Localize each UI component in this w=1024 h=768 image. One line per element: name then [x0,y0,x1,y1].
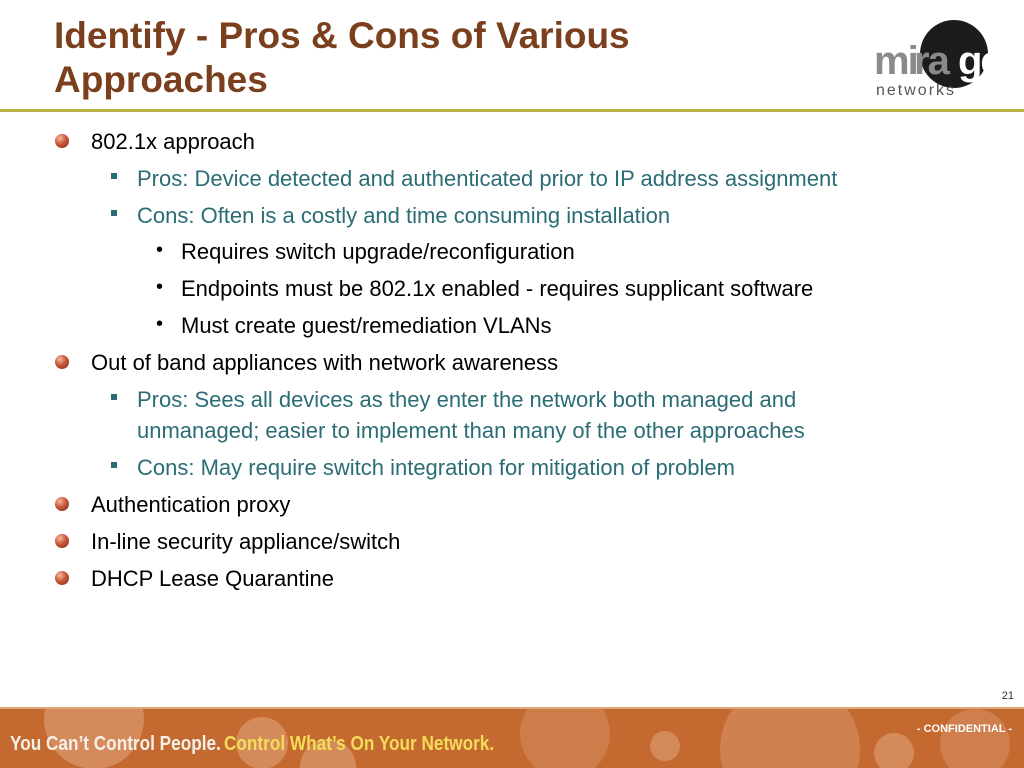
bullet-square-icon [111,462,117,468]
list-item: 802.1x approach [91,129,255,154]
bullet-square-icon [111,394,117,400]
title-divider [0,109,1024,112]
list-item-line2: unmanaged; easier to implement than many of the other approaches [137,418,805,443]
bullet-square-icon [111,173,117,179]
bullet-ball-icon [55,497,69,511]
logo-sub: networks [876,82,957,99]
bullet-dot-icon: • [156,313,164,335]
list-item: DHCP Lease Quarantine [91,566,334,591]
list-item [137,384,805,446]
confidential-label: - CONFIDENTIAL - [916,723,1012,735]
slide-title [54,14,814,102]
list-item: Cons: Often is a costly and time consuming installation [137,203,671,228]
decor-circle [874,733,914,768]
bullet-dot-icon: • [156,239,164,261]
logo-word-left: mi [874,39,917,83]
bullet-ball-icon [55,534,69,548]
slide-title-line1: Identify - Pros & Cons of Various [54,15,630,56]
logo-word-right: ge [958,39,1001,83]
list-item: Pros: Device detected and authenticated prior to IP address assignment [137,166,838,191]
bullet-ball-icon [55,134,69,148]
list-item-line1: Pros: Sees all devices as they enter the network both managed and [137,387,797,412]
tagline-part1: You Can’t Control People. [10,733,221,755]
page-number: 21 [1001,690,1014,702]
decor-circle [940,709,1010,768]
list-item: In-line security appliance/switch [91,529,401,554]
footer-bar [0,709,1024,768]
decor-circle [520,709,610,768]
bullet-dot-icon: • [156,276,164,298]
list-item: Out of band appliances with network awareness [91,350,559,375]
list-item: Must create guest/remediation VLANs [181,313,552,338]
list-item: Authentication proxy [91,492,291,517]
list-item: Requires switch upgrade/reconfiguration [181,239,575,264]
list-item: Endpoints must be 802.1x enabled - requires supplicant software [181,276,814,301]
slide-title-line2: Approaches [54,59,268,100]
bullet-ball-icon [55,571,69,585]
list-item: Cons: May require switch integration for mitigation of problem [137,455,735,480]
bullet-square-icon [111,210,117,216]
tagline-part2: Control What’s On Your Network. [224,733,495,755]
decor-circle [720,709,860,768]
logo-word-mid: ra [914,39,948,83]
bullet-ball-icon [55,355,69,369]
decor-circle [650,731,680,761]
mirage-networks-logo [872,18,1012,102]
